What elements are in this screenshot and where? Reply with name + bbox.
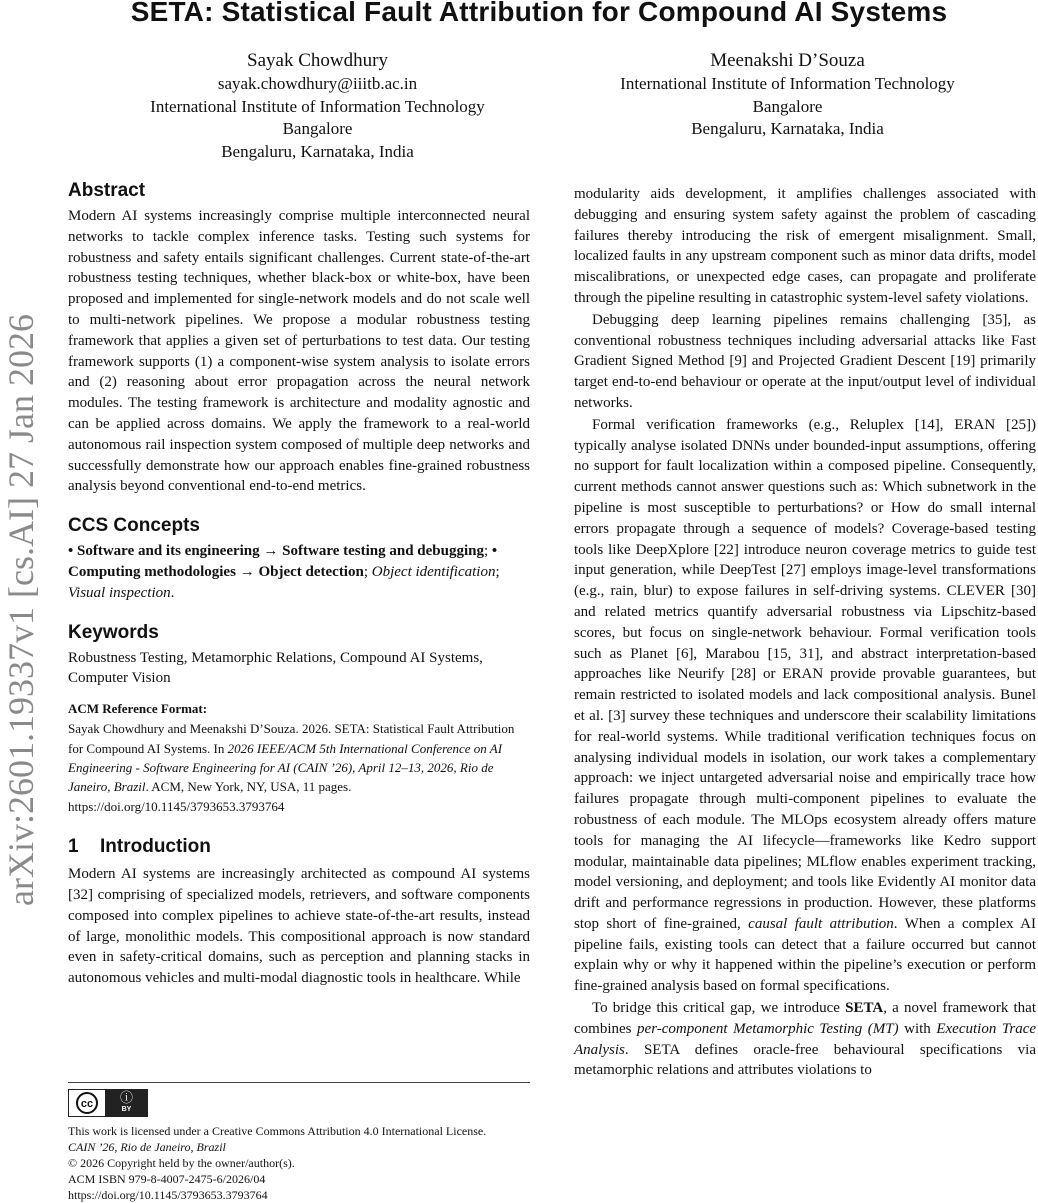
cc-by-license-badge[interactable] (68, 1089, 148, 1117)
paragraph-text: . SETA defines oracle-free behavioural specifications via metamorphic relations and attributes violations to (574, 1041, 1036, 1079)
copyright-footer (68, 1082, 530, 1203)
ccs-arrow: → (239, 563, 255, 580)
ccs-concept-minor: Visual inspection (68, 584, 171, 601)
author-affiliation: International Institute of Information Technology (620, 74, 955, 93)
acm-reference-text (68, 719, 530, 816)
paragraph-text: To bridge this critical gap, we introduce (592, 1000, 840, 1017)
left-column (68, 180, 530, 989)
paragraph-text: Formal verification frameworks (e.g., Reluplex [14], ERAN [25]) typically analyse isolated DNNs under bounded-input assumptions, offering no support for fault localization within a composed pipeline. Consequently, current methods cannot answer questions such as: Which subnetwork in the pipeline is most susceptible to perturbations? or How do small internal errors propagate through a sequence of models? Coverage-based testing tools like DeepXplore [22] introduce neuron coverage metrics to guide test input generation, while DeepTest [27] employs image-level transformations (e.g., rain, blur) to expose failures in self-driving systems. CLEVER [30] and related metrics quantify adversarial robustness via Lipschitz-based scores, but focus on single-network behaviour. Formal verification tools such as Planet [6], Marabou [15, 31], and abstract interpretation-based approaches like Neurify [28] or ERAN provide provable guarantees, but remain restricted to isolated models and lack compositional analysis. Bunel et al. [3] survey these techniques and underscore their scalability limitations for real-world systems. While traditional verification techniques focus on analysing individual models in isolation, our work takes a complementary approach: we inject untargeted adversarial noise and empirically trace how failures propagate through multi-component pipelines to evaluate the robustness of each module. The MLOps ecosystem already offers mature tools for managing the AI lifecycle—frameworks like Kedro support modular, maintainable data pipelines; MLflow enables experiment tracking, model versioning, and deployment; and tools like Evidently AI monitor data drift and performance regressions in production. However, these platforms stop short of fine-grained, (574, 416, 1036, 932)
ccs-separator: ; (484, 543, 489, 560)
author-block-2 (565, 48, 1010, 141)
emphasis-text: causal fault attribution (748, 915, 894, 932)
ccs-separator: ; (495, 563, 500, 580)
by-icon (106, 1090, 147, 1116)
paper-title: SETA: Statistical Fault Attribution for Compound AI Systems (130, 0, 948, 27)
arxiv-identifier-text: arXiv:2601.19337v1 [cs.AI] 27 Jan 2026 (1, 314, 41, 906)
body-paragraph (574, 998, 1036, 1081)
paragraph-text: . When a complex AI pipeline fails, existing tools can detect that a failure occurred but cannot explain why or why it happened within the pipeline’s execution or perform fine-grained analysis based on formal specifications. (574, 915, 1036, 995)
ccs-arrow: → (263, 543, 279, 560)
abstract-heading: Abstract (68, 180, 146, 201)
ccs-concepts (68, 541, 530, 603)
author-location: Bengaluru, Karnataka, India (221, 141, 414, 161)
right-column (574, 184, 1036, 1081)
keywords-text: Robustness Testing, Metamorphic Relations, Compound AI Systems, Computer Vision (68, 649, 483, 687)
keywords-heading: Keywords (68, 621, 159, 643)
isbn-line: ACM ISBN 979-8-4007-2475-6/2026/04 (68, 1172, 266, 1186)
author-affiliation: International Institute of Information Technology (150, 96, 485, 116)
ccs-end: . (170, 584, 175, 601)
ccs-concept-minor: Object identification (371, 563, 496, 580)
footer-lines (68, 1123, 530, 1203)
system-name: SETA (845, 1000, 884, 1017)
section-title: Introduction (100, 836, 211, 858)
abstract-text: Modern AI systems increasingly comprise multiple interconnected neural networks to tackle complex inference tasks. Testing such systems for robustness and safety entails significant challenges. Current state-of-the-art robustness testing techniques, whether black-box or white-box, have been proposed and implemented for single-network models and do not scale well to multi-network pipelines. We propose a modular robustness testing framework that applies a given set of perturbations to test data. Our testing framework supports (1) a component-wise system analysis to isolate errors and (2) reasoning about error propagation across the neural network modules. The testing framework is architecture and modality agnostic and can be applied across domains. We apply the framework to a real-world autonomous rail inspection system composed of multiple deep networks and successfully demonstrate how our approach enables fine-grained robustness analysis beyond conventional end-to-end metrics. (68, 208, 530, 495)
ccs-bullet: • (68, 543, 74, 560)
emphasis-text: per-component Metamorphic Testing (MT) (637, 1020, 899, 1037)
body-paragraph: Debugging deep learning pipelines remains challenging [35], as conventional robustness techniques including adversarial attacks like Fast Gradient Signed Method [9] and Projected Gradient Descent [19] primarily target end-to-end behaviour or operate at the input/output level of individual networks. (574, 311, 1036, 411)
by-label: BY (121, 1106, 132, 1113)
ccs-heading: CCS Concepts (68, 515, 200, 537)
author-name: Meenakshi D’Souza (710, 50, 865, 71)
doi-link[interactable]: https://doi.org/10.1145/3793653.3793764 (68, 1188, 268, 1202)
ccs-separator: ; (363, 563, 368, 580)
paragraph-text: with (904, 1020, 931, 1037)
author-affiliation-city: Bangalore (752, 96, 823, 116)
section-number: 1 (68, 836, 79, 858)
arxiv-identifier (1, 270, 41, 950)
cc-icon (69, 1090, 106, 1116)
cc-symbol: cc (80, 1098, 94, 1110)
introduction-paragraph: Modern AI systems are increasingly architected as compound AI systems [32] comprising of specialized models, retrievers, and software components composed into complex pipelines to achieve state-of-the-art results, instead of large, monolithic models. This compositional approach is now standard even in safety-critical domains, such as perception and planning stacks in autonomous vehicles and multi-modal diagnostic tools in healthcare. While (68, 866, 530, 987)
body-paragraph (574, 415, 1036, 997)
ccs-concept-root: Software and its engineering (77, 543, 260, 560)
author-block-1 (95, 48, 540, 163)
emphasis-text: Execution Trace Analysis (574, 1020, 1037, 1058)
introduction-heading (68, 836, 530, 858)
ccs-concept-leaf: Object detection (258, 563, 364, 580)
ccs-concept-root: Computing methodologies (68, 563, 236, 580)
ccs-concept-leaf: Software testing and debugging (282, 543, 484, 560)
acm-reference-venue: 2026 IEEE/ACM 5th International Conference on AI Engineering - Software Engineering for AI (CAIN ’26), April 12–13, 2026, Rio de Janeiro, Brazil (68, 740, 503, 795)
author-affiliation-city: Bangalore (282, 119, 353, 138)
acm-reference-label: ACM Reference Format: (68, 701, 208, 717)
acm-reference-publisher: . ACM, New York, NY, USA, 11 pages. https://doi.org/10.1145/3793653.3793764 (68, 779, 352, 814)
acm-reference-authors: Sayak Chowdhury and Meenakshi D’Souza. 2026. SETA: Statistical Fault Attribution for Compound AI Systems. In (68, 721, 515, 756)
acm-reference (68, 701, 530, 816)
body-paragraph: modularity aids development, it amplifies challenges associated with debugging and ensuring system safety against the problem of cascading failures thereby introducing the risk of emergent misalignment. Small, localized faults in any upstream component such as minor data drifts, model miscalibrations, or unexpected edge cases, can propagate and proliferate through the pipeline resulting in catastrophic system-level safety violations. (574, 186, 1036, 306)
copyright-line: © 2026 Copyright held by the owner/author(s). (68, 1156, 295, 1170)
license-statement: This work is licensed under a Creative Commons Attribution 4.0 International License. (68, 1124, 487, 1138)
author-name: Sayak Chowdhury (247, 50, 388, 71)
ccs-bullet: • (491, 543, 498, 560)
author-email[interactable]: sayak.chowdhury@iiitb.ac.in (217, 74, 418, 93)
venue-line: CAIN ’26, Rio de Janeiro, Brazil (68, 1140, 226, 1154)
by-symbol: ⓘ (119, 1091, 133, 1106)
paragraph-text: , a novel framework that combines (574, 1000, 1037, 1037)
author-location: Bengaluru, Karnataka, India (691, 119, 884, 138)
